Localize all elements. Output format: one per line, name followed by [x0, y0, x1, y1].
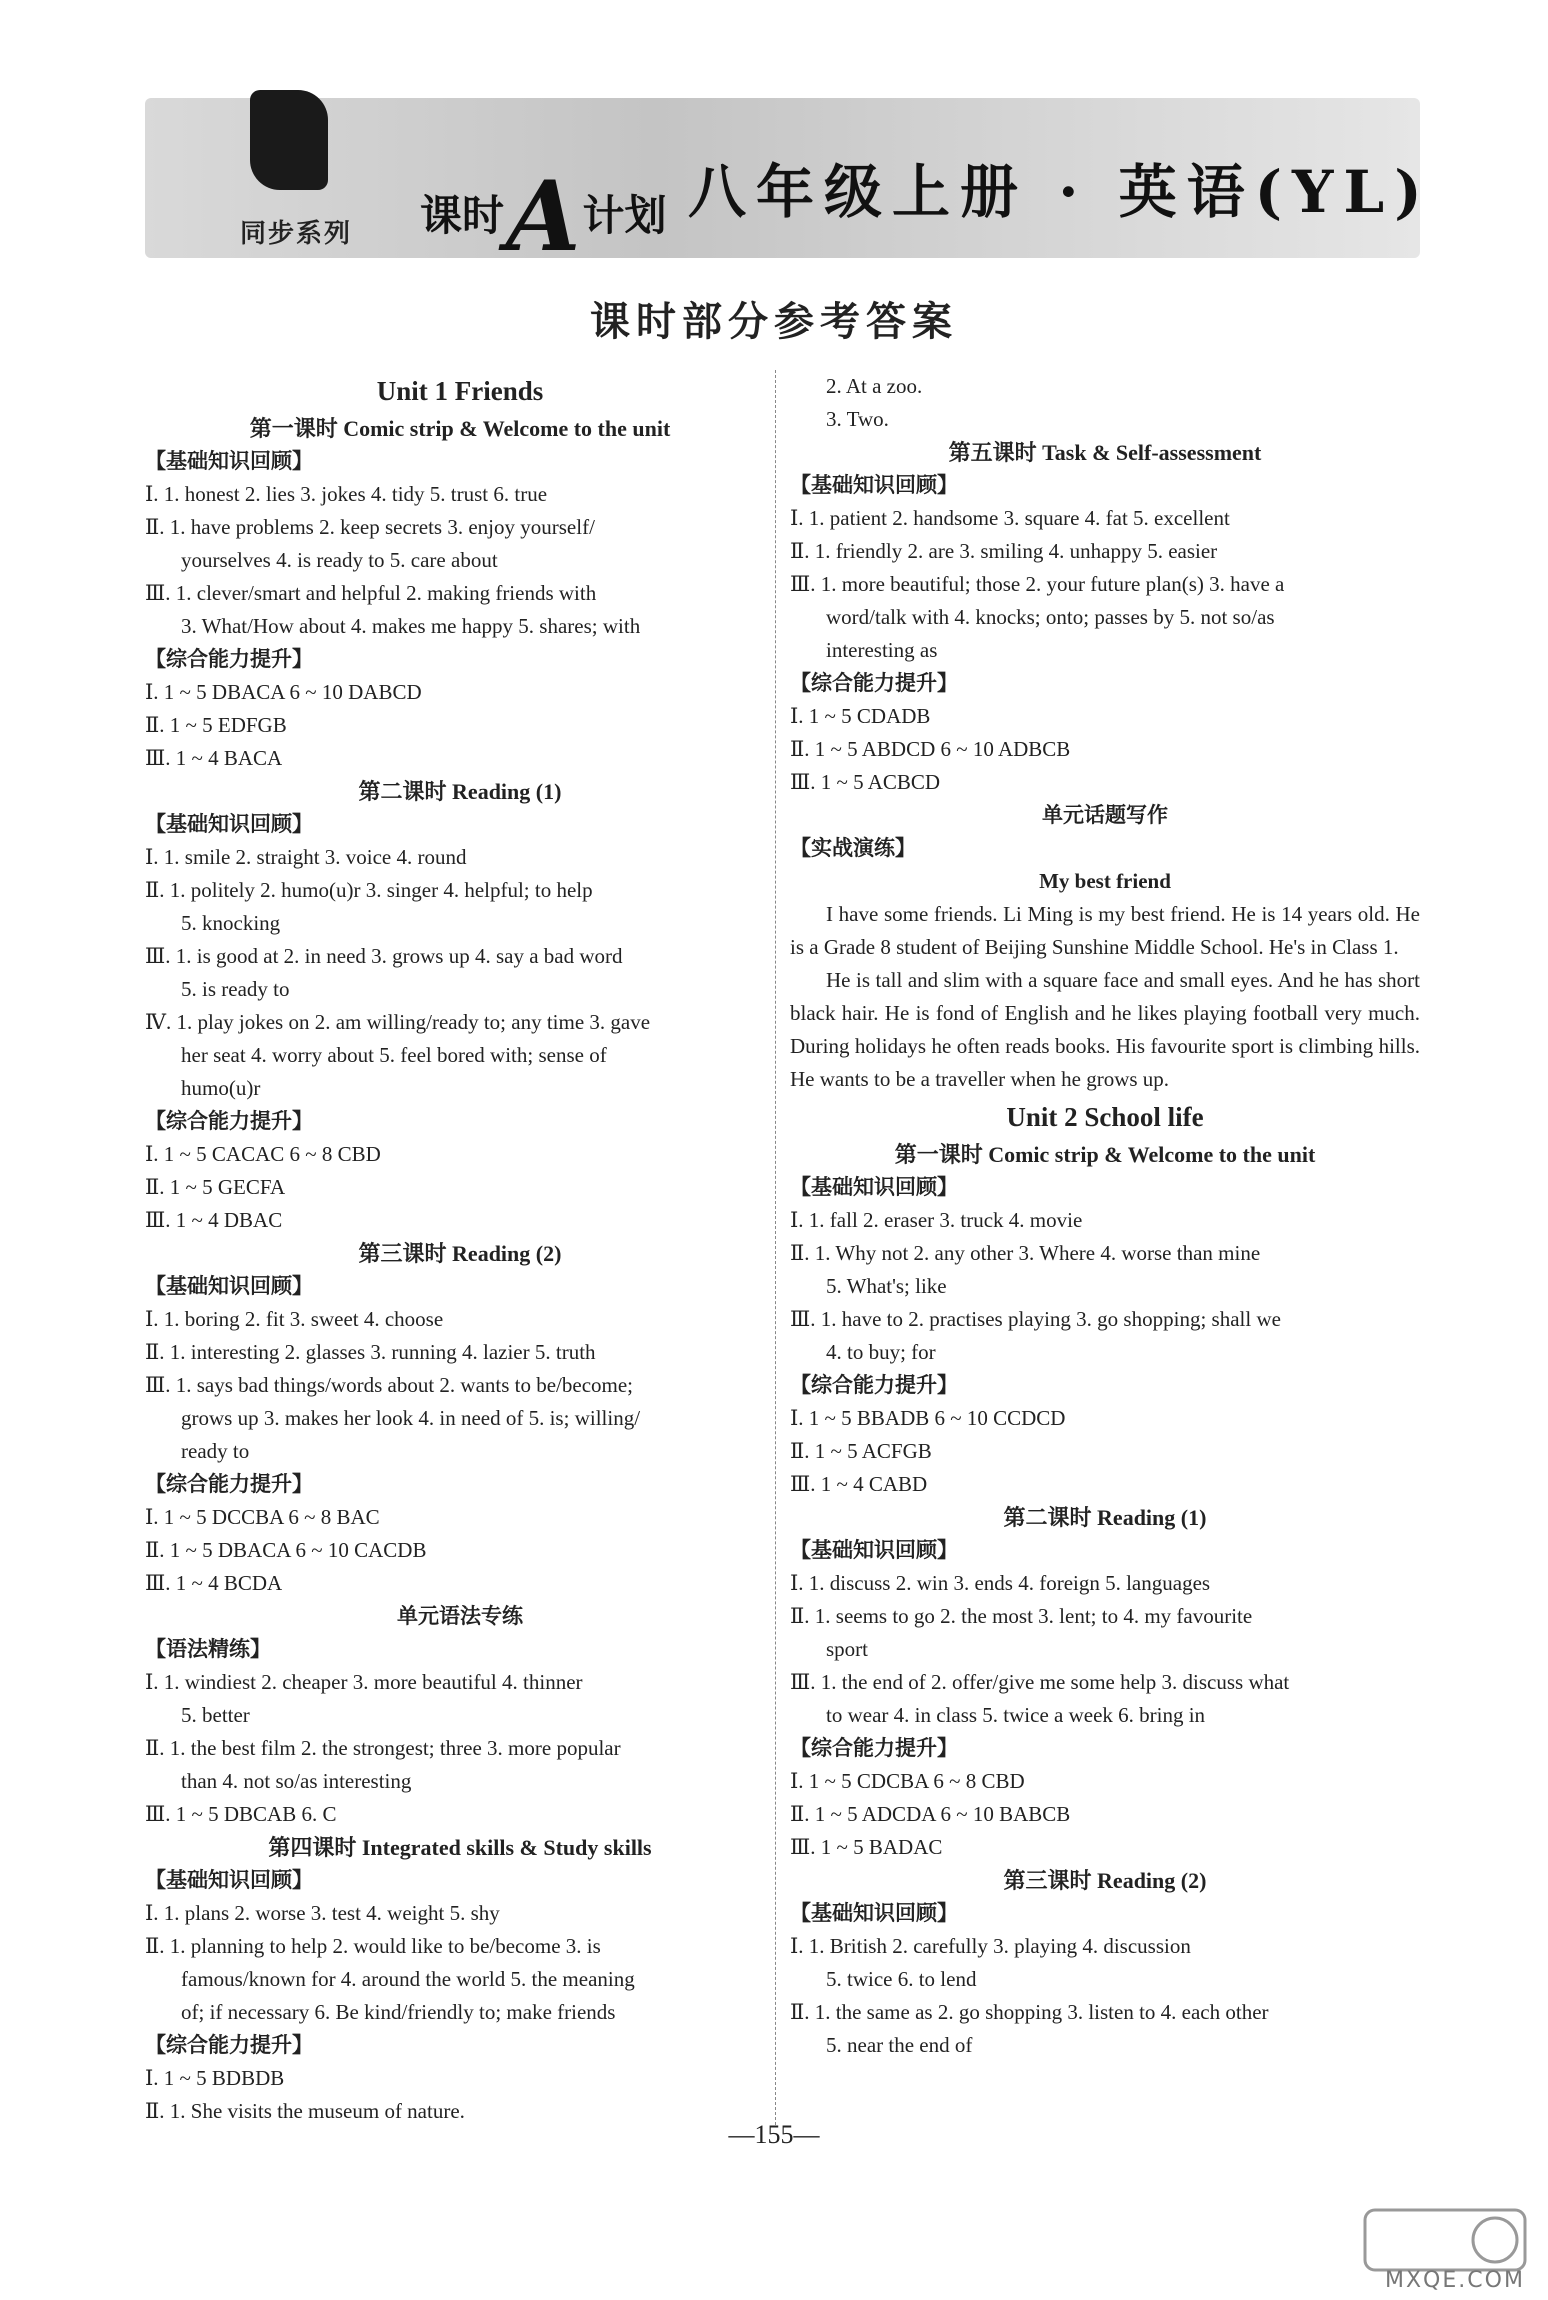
answer-line-continued: of; if necessary 6. Be kind/friendly to; make friends [181, 2000, 616, 2024]
answer-line: Ⅰ. 1. British 2. carefully 3. playing 4. discussion [790, 1934, 1191, 1958]
brand-A: A [506, 160, 581, 273]
lesson-heading: 第五课时 Task & Self-assessment [948, 440, 1262, 465]
answer-line: Ⅱ. 1. She visits the museum of nature. [145, 2099, 465, 2123]
section-heading: 【综合能力提升】 [145, 1472, 313, 1496]
answer-line: Ⅱ. 1 ~ 5 EDFGB [145, 713, 287, 737]
essay-paragraph: He is tall and slim with a square face and small eyes. And he has short black hair. He is fond of English and he likes playing football very much. During holidays he often reads books. His favourite sport is climbing hills. He wants to be a traveller when he grows up. [790, 968, 1420, 1091]
answer-line: Ⅱ. 1. the same as 2. go shopping 3. listen to 4. each other [790, 2000, 1269, 2024]
answer-line-continued: sport [826, 1637, 868, 1661]
answer-line: Ⅰ. 1. smile 2. straight 3. voice 4. round [145, 845, 467, 869]
section-heading: 【基础知识回顾】 [790, 1175, 958, 1199]
answer-line: Ⅳ. 1. play jokes on 2. am willing/ready to; any time 3. gave [145, 1010, 651, 1034]
answer-line-continued: 5. What's; like [826, 1274, 947, 1298]
section-heading: 【实战演练】 [790, 836, 916, 860]
answer-line: Ⅲ. 1. is good at 2. in need 3. grows up 4. say a bad word [145, 944, 623, 968]
right-column [790, 370, 1420, 2062]
section-title: My best friend [1039, 869, 1171, 893]
answer-line-continued: than 4. not so/as interesting [181, 1769, 412, 1793]
lesson-heading: 第二课时 Reading (1) [358, 779, 562, 804]
section-heading: 【基础知识回顾】 [145, 812, 313, 836]
answer-line-continued: 5. near the end of [826, 2033, 973, 2057]
answer-line: Ⅱ. 1 ~ 5 GECFA [145, 1175, 286, 1199]
answer-line-continued: 5. better [181, 1703, 250, 1727]
publisher-logo [220, 90, 360, 210]
answer-line: Ⅰ. 1. honest 2. lies 3. jokes 4. tidy 5. trust 6. true [145, 482, 548, 506]
answer-line: Ⅲ. 1 ~ 5 ACBCD [790, 770, 941, 794]
lesson-heading: 第一课时 Comic strip & Welcome to the unit [894, 1142, 1316, 1167]
answer-line: Ⅰ. 1 ~ 5 BBADB 6 ~ 10 CCDCD [790, 1406, 1066, 1430]
section-heading: 【基础知识回顾】 [790, 1538, 958, 1562]
answer-line: Ⅱ. 1. Why not 2. any other 3. Where 4. worse than mine [790, 1241, 1261, 1265]
answer-line: Ⅰ. 1. discuss 2. win 3. ends 4. foreign 5. languages [790, 1571, 1211, 1595]
answer-line: Ⅲ. 1 ~ 4 BACA [145, 746, 283, 770]
answer-line: Ⅱ. 1 ~ 5 ABDCD 6 ~ 10 ADBCB [790, 737, 1071, 761]
answer-line: Ⅱ. 1. the best film 2. the strongest; three 3. more popular [145, 1736, 621, 1760]
answer-line: Ⅱ. 1. have problems 2. keep secrets 3. enjoy yourself/ [145, 515, 595, 539]
watermark-text: MXQE.COM [1385, 2268, 1525, 2293]
answer-line: Ⅱ. 1. friendly 2. are 3. smiling 4. unhappy 5. easier [790, 539, 1218, 563]
answer-line-continued: 5. knocking [181, 911, 281, 935]
answer-line: Ⅲ. 1. more beautiful; those 2. your future plan(s) 3. have a [790, 572, 1285, 596]
answer-line: Ⅲ. 1 ~ 5 BADAC [790, 1835, 943, 1859]
answer-line: Ⅲ. 1 ~ 4 DBAC [145, 1208, 283, 1232]
section-heading: 【语法精练】 [145, 1637, 271, 1661]
answer-line-continued: 4. to buy; for [826, 1340, 936, 1364]
page-number: —155— [728, 2120, 820, 2149]
answer-line: Ⅰ. 1 ~ 5 DBACA 6 ~ 10 DABCD [145, 680, 422, 704]
section-heading: 【综合能力提升】 [145, 647, 313, 671]
answer-line: Ⅰ. 1. fall 2. eraser 3. truck 4. movie [790, 1208, 1083, 1232]
answer-line-continued: 3. What/How about 4. makes me happy 5. shares; with [181, 614, 641, 638]
answer-line: Ⅱ. 1 ~ 5 ACFGB [790, 1439, 932, 1463]
brand-pre: 课时 [420, 191, 505, 240]
section-heading: 【基础知识回顾】 [790, 1901, 958, 1925]
answer-line: Ⅱ. 1 ~ 5 ADCDA 6 ~ 10 BABCB [790, 1802, 1071, 1826]
answer-line-continued: 3. Two. [826, 407, 889, 431]
column-divider [775, 370, 777, 2125]
page-heading: 课时部分参考答案 [590, 298, 958, 345]
section-heading: 【综合能力提升】 [145, 2033, 313, 2057]
answer-line: Ⅲ. 1. have to 2. practises playing 3. go shopping; shall we [790, 1307, 1281, 1331]
lesson-heading: 第三课时 Reading (2) [1003, 1868, 1207, 1893]
lesson-heading: 第三课时 Reading (2) [358, 1241, 562, 1266]
unit-heading: Unit 1 Friends [376, 376, 544, 406]
answer-line: Ⅱ. 1. planning to help 2. would like to be/become 3. is [145, 1934, 601, 1958]
answer-line: Ⅲ. 1. clever/smart and helpful 2. making friends with [145, 581, 597, 605]
answer-line: Ⅲ. 1 ~ 4 BCDA [145, 1571, 283, 1595]
answer-line-continued: 5. twice 6. to lend [826, 1967, 977, 1991]
answer-line: Ⅰ. 1 ~ 5 CACAC 6 ~ 8 CBD [145, 1142, 381, 1166]
answer-line: Ⅰ. 1. boring 2. fit 3. sweet 4. choose [145, 1307, 444, 1331]
answer-line-continued: grows up 3. makes her look 4. in need of 5. is; willing/ [181, 1406, 641, 1430]
answer-line: Ⅰ. 1 ~ 5 CDADB [790, 704, 931, 728]
lesson-heading: 第二课时 Reading (1) [1003, 1505, 1207, 1530]
logo-series-label: 同步系列 [240, 219, 353, 249]
answer-line-continued: yourselves 4. is ready to 5. care about [181, 548, 498, 572]
answer-line: Ⅱ. 1. interesting 2. glasses 3. running 4. lazier 5. truth [145, 1340, 596, 1364]
lesson-heading: 第一课时 Comic strip & Welcome to the unit [249, 416, 671, 441]
answer-line: Ⅰ. 1. windiest 2. cheaper 3. more beautiful 4. thinner [145, 1670, 583, 1694]
answer-line: Ⅱ. 1. politely 2. humo(u)r 3. singer 4. helpful; to help [145, 878, 593, 902]
brand-title [420, 140, 667, 273]
answer-line: Ⅲ. 1. the end of 2. offer/give me some help 3. discuss what [790, 1670, 1290, 1694]
unit-heading: Unit 2 School life [1006, 1102, 1204, 1132]
section-heading: 【基础知识回顾】 [145, 449, 313, 473]
section-heading: 【综合能力提升】 [790, 1373, 958, 1397]
section-title: 单元话题写作 [1042, 803, 1168, 827]
brand-post: 计划 [582, 191, 667, 240]
left-column [145, 370, 775, 2128]
section-heading: 【综合能力提升】 [145, 1109, 313, 1133]
section-heading: 【基础知识回顾】 [790, 473, 958, 497]
answer-line-continued: to wear 4. in class 5. twice a week 6. bring in [826, 1703, 1206, 1727]
answer-line-continued: her seat 4. worry about 5. feel bored with; sense of [181, 1043, 607, 1067]
answer-line: Ⅲ. 1 ~ 5 DBCAB 6. C [145, 1802, 337, 1826]
answer-line: Ⅲ. 1 ~ 4 CABD [790, 1472, 928, 1496]
section-title: 单元语法专练 [397, 1604, 523, 1628]
answer-line-continued: 5. is ready to [181, 977, 290, 1001]
answer-line-continued: interesting as [826, 638, 938, 662]
answer-line-continued: humo(u)r [181, 1076, 261, 1100]
answer-line: Ⅲ. 1. says bad things/words about 2. wants to be/become; [145, 1373, 634, 1397]
answer-line-continued: ready to [181, 1439, 250, 1463]
section-heading: 【基础知识回顾】 [145, 1274, 313, 1298]
section-heading: 【综合能力提升】 [790, 1736, 958, 1760]
section-heading: 【基础知识回顾】 [145, 1868, 313, 1892]
answer-line: Ⅰ. 1 ~ 5 CDCBA 6 ~ 8 CBD [790, 1769, 1025, 1793]
answer-line: Ⅰ. 1 ~ 5 BDBDB [145, 2066, 285, 2090]
answer-line: Ⅱ. 1 ~ 5 DBACA 6 ~ 10 CACDB [145, 1538, 427, 1562]
answer-line-continued: 2. At a zoo. [826, 374, 923, 398]
answer-line: Ⅱ. 1. seems to go 2. the most 3. lent; to 4. my favourite [790, 1604, 1253, 1628]
answer-line: Ⅰ. 1 ~ 5 DCCBA 6 ~ 8 BAC [145, 1505, 380, 1529]
answer-line: Ⅰ. 1. plans 2. worse 3. test 4. weight 5. shy [145, 1901, 500, 1925]
section-heading: 【综合能力提升】 [790, 671, 958, 695]
book-title: 八年级上册 · 英语(YL) [688, 158, 1432, 226]
answer-line-continued: word/talk with 4. knocks; onto; passes by 5. not so/as [826, 605, 1275, 629]
answer-line-continued: famous/known for 4. around the world 5. the meaning [181, 1967, 635, 1991]
lesson-heading: 第四课时 Integrated skills & Study skills [268, 1835, 652, 1860]
answer-line: Ⅰ. 1. patient 2. handsome 3. square 4. fat 5. excellent [790, 506, 1230, 530]
essay-paragraph: I have some friends. Li Ming is my best friend. He is 14 years old. He is a Grade 8 student of Beijing Sunshine Middle School. He's in Class 1. [790, 902, 1420, 959]
logo-icon [250, 90, 328, 190]
